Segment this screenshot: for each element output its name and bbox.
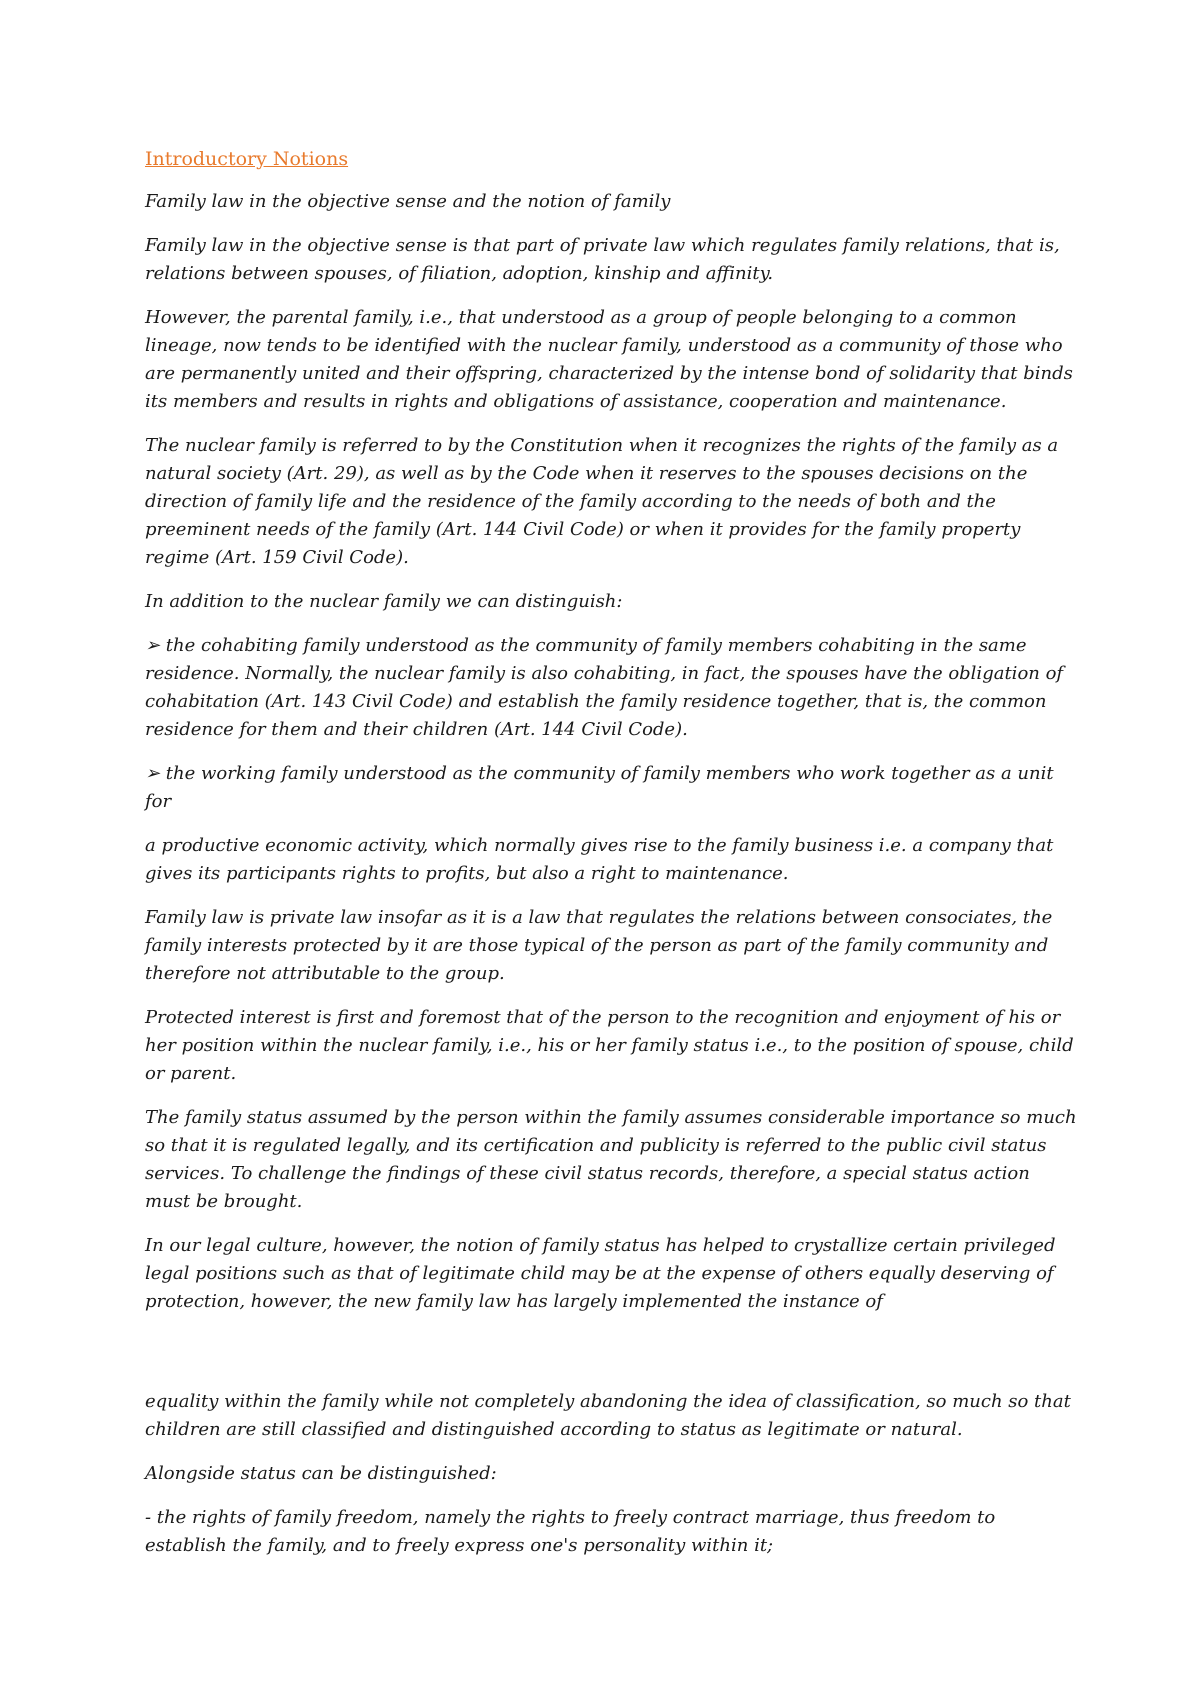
paragraph-definition: Family law in the objective sense is that part of private law which regulates family relations, that is, relations between spouses, of filiation, adoption, kinship and affinity. [145, 235, 1060, 284]
list-item-family-freedom: - the rights of family freedom, namely the rights to freely contract marriage, thus freedom to establish the family, and to freely express one's personality within it; [145, 1507, 996, 1556]
section-heading: Introductory Notions [145, 148, 349, 170]
paragraph-protected-interest: Protected interest is first and foremost that of the person to the recognition and enjoyment of his or her position within the nuclear family, i.e., his or her family status i.e., to the position of spouse, child or parent. [145, 1007, 1074, 1084]
document-body [145, 145, 1080, 1576]
paragraph-legal-culture: In our legal culture, however, the notion of family status has helped to crystallize certain privileged legal positions such as that of legitimate child may be at the expense of others equally deserving of protection, however, the new family law has largely implemented the instance of [145, 1235, 1056, 1312]
paragraph-parental-family: However, the parental family, i.e., that understood as a group of people belonging to a common lineage, now tends to be identified with the nuclear family, understood as a community of those who are permanently united and their offspring, characterized by the intense bond of solidarity that binds its members and results in rights and obligations of assistance, cooperation and maintenance. [145, 307, 1073, 412]
paragraph-family-status: The family status assumed by the person within the family assumes considerable importance so much so that it is regulated legally, and its certification and publicity is referred to the public civil status services. To challenge the findings of these civil status records, therefore, a special status action must be brought. [145, 1107, 1077, 1212]
paragraph-nuclear-family: The nuclear family is referred to by the Constitution when it recognizes the rights of the family as a natural society (Art. 29), as well as by the Code when it reserves to the spouses decisions on the direction of family life and the residence of the family according to the needs of both and the preeminent needs of the family (Art. 144 Civil Code) or when it provides for the family property regime (Art. 159 Civil Code). [145, 435, 1059, 568]
paragraph-private-law: Family law is private law insofar as it is a law that regulates the relations between consociates, the family interests protected by it are those typical of the person as part of the family community and therefore not attributable to the group. [145, 907, 1053, 984]
paragraph-equality: equality within the family while not completely abandoning the idea of classification, so much so that children are still classified and distinguished according to status as legitimate or natural. [145, 1391, 1071, 1440]
paragraph-productive-activity: a productive economic activity, which normally gives rise to the family business i.e. a company that gives its participants rights to profits, but also a right to maintenance. [145, 835, 1054, 884]
list-item-cohabiting-family: ➢ the cohabiting family understood as the community of family members cohabiting in the same residence. Normally, the nuclear family is also cohabiting, in fact, the spouses have the obligation of cohabitation (Art. 143 Civil Code) and establish the family residence together, that is, the common residence for them and their children (Art. 144 Civil Code). [145, 635, 1064, 740]
paragraph-distinguish-intro: In addition to the nuclear family we can distinguish: [145, 591, 623, 612]
subheading-paragraph: Family law in the objective sense and the notion of family [145, 191, 671, 212]
list-item-working-family: ➢ the working family understood as the community of family members who work together as a unit for [145, 763, 1054, 812]
paragraph-alongside-status: Alongside status can be distinguished: [145, 1463, 497, 1484]
page-break-gap [145, 1332, 1080, 1388]
